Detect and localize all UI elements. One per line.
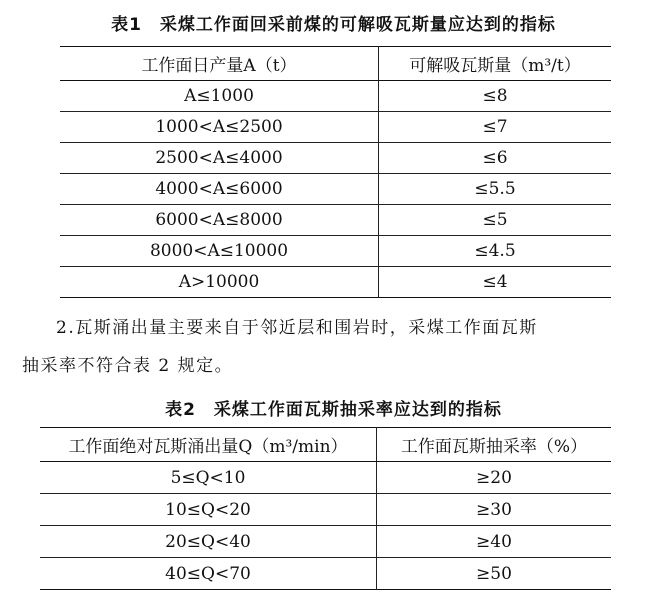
header-absolute-emission: 工作面绝对瓦斯涌出量Q（m³/min） bbox=[40, 428, 377, 462]
emission-range-cell: 5≤Q<10 bbox=[40, 462, 377, 494]
output-range-cell: A≤1000 bbox=[60, 81, 379, 112]
gas-drainage-rate-table bbox=[40, 427, 611, 590]
output-range-cell: 1000<A≤2500 bbox=[60, 112, 379, 143]
drainage-rate-cell: ≥40 bbox=[377, 526, 612, 558]
paragraph-line-1: 2.瓦斯涌出量主要来自于邻近层和围岩时，采煤工作面瓦斯 bbox=[56, 318, 538, 338]
output-range-cell: 8000<A≤10000 bbox=[60, 236, 379, 267]
emission-range-cell: 40≤Q<70 bbox=[40, 558, 377, 590]
table-row bbox=[60, 236, 611, 267]
header-desorbable-gas: 可解吸瓦斯量（m³/t） bbox=[379, 47, 612, 81]
gas-limit-cell: ≤7 bbox=[379, 112, 612, 143]
gas-limit-cell: ≤8 bbox=[379, 81, 612, 112]
paragraph-line-2: 抽采率不符合表 2 规定。 bbox=[22, 356, 234, 376]
gas-limit-cell: ≤5 bbox=[379, 205, 612, 236]
output-range-cell: 2500<A≤4000 bbox=[60, 143, 379, 174]
table-row bbox=[60, 267, 611, 298]
table2-caption: 表2 采煤工作面瓦斯抽采率应达到的指标 bbox=[165, 400, 502, 420]
table-row bbox=[60, 112, 611, 143]
table-row bbox=[40, 494, 611, 526]
emission-range-cell: 20≤Q<40 bbox=[40, 526, 377, 558]
emission-range-cell: 10≤Q<20 bbox=[40, 494, 377, 526]
drainage-rate-cell: ≥20 bbox=[377, 462, 612, 494]
table1-caption: 表1 采煤工作面回采前煤的可解吸瓦斯量应达到的指标 bbox=[111, 15, 556, 35]
gas-desorption-table bbox=[60, 46, 611, 298]
gas-limit-cell: ≤4.5 bbox=[379, 236, 612, 267]
gas-limit-cell: ≤6 bbox=[379, 143, 612, 174]
output-range-cell: 6000<A≤8000 bbox=[60, 205, 379, 236]
gas-limit-cell: ≤5.5 bbox=[379, 174, 612, 205]
table-row bbox=[60, 174, 611, 205]
header-daily-output: 工作面日产量A（t） bbox=[60, 47, 379, 81]
gas-limit-cell: ≤4 bbox=[379, 267, 612, 298]
table-header-row bbox=[60, 47, 611, 81]
table-header-row bbox=[40, 428, 611, 462]
output-range-cell: 4000<A≤6000 bbox=[60, 174, 379, 205]
table-row bbox=[60, 143, 611, 174]
drainage-rate-cell: ≥50 bbox=[377, 558, 612, 590]
drainage-rate-cell: ≥30 bbox=[377, 494, 612, 526]
table-row bbox=[60, 205, 611, 236]
table-row bbox=[40, 462, 611, 494]
table-row bbox=[40, 558, 611, 590]
header-drainage-rate: 工作面瓦斯抽采率（%） bbox=[377, 428, 612, 462]
output-range-cell: A>10000 bbox=[60, 267, 379, 298]
table-row bbox=[60, 81, 611, 112]
table-row bbox=[40, 526, 611, 558]
